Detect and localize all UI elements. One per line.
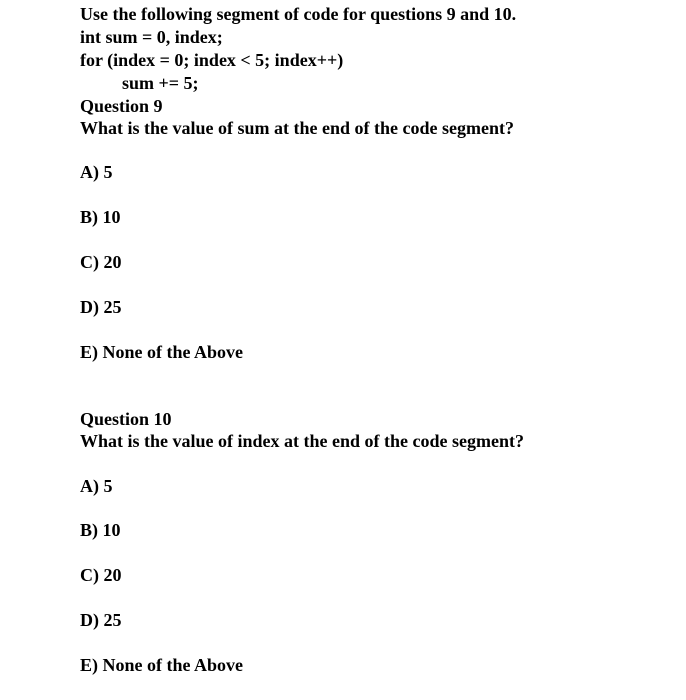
question-9-title: Question 9 xyxy=(80,96,163,116)
instructions-header: Use the following segment of code for questions 9 and 10. xyxy=(80,4,517,24)
question-9-option-c: C) 20 xyxy=(80,252,122,272)
question-10-option-e: E) None of the Above xyxy=(80,655,243,675)
question-10-option-d: D) 25 xyxy=(80,610,122,630)
question-9-option-d: D) 25 xyxy=(80,297,122,317)
question-10-option-a: A) 5 xyxy=(80,476,113,496)
code-line-declaration: int sum = 0, index; xyxy=(80,27,223,47)
document-page xyxy=(80,0,670,700)
question-9-option-e: E) None of the Above xyxy=(80,342,243,362)
question-9-prompt: What is the value of sum at the end of the code segment? xyxy=(80,118,514,138)
question-10-option-b: B) 10 xyxy=(80,520,121,540)
question-9-option-b: B) 10 xyxy=(80,207,121,227)
code-line-loop-body: sum += 5; xyxy=(122,73,199,93)
question-10-option-c: C) 20 xyxy=(80,565,122,585)
question-10-title: Question 10 xyxy=(80,409,172,429)
code-line-for-loop: for (index = 0; index < 5; index++) xyxy=(80,50,344,70)
question-9-option-a: A) 5 xyxy=(80,162,113,182)
question-10-prompt: What is the value of index at the end of the code segment? xyxy=(80,431,524,451)
